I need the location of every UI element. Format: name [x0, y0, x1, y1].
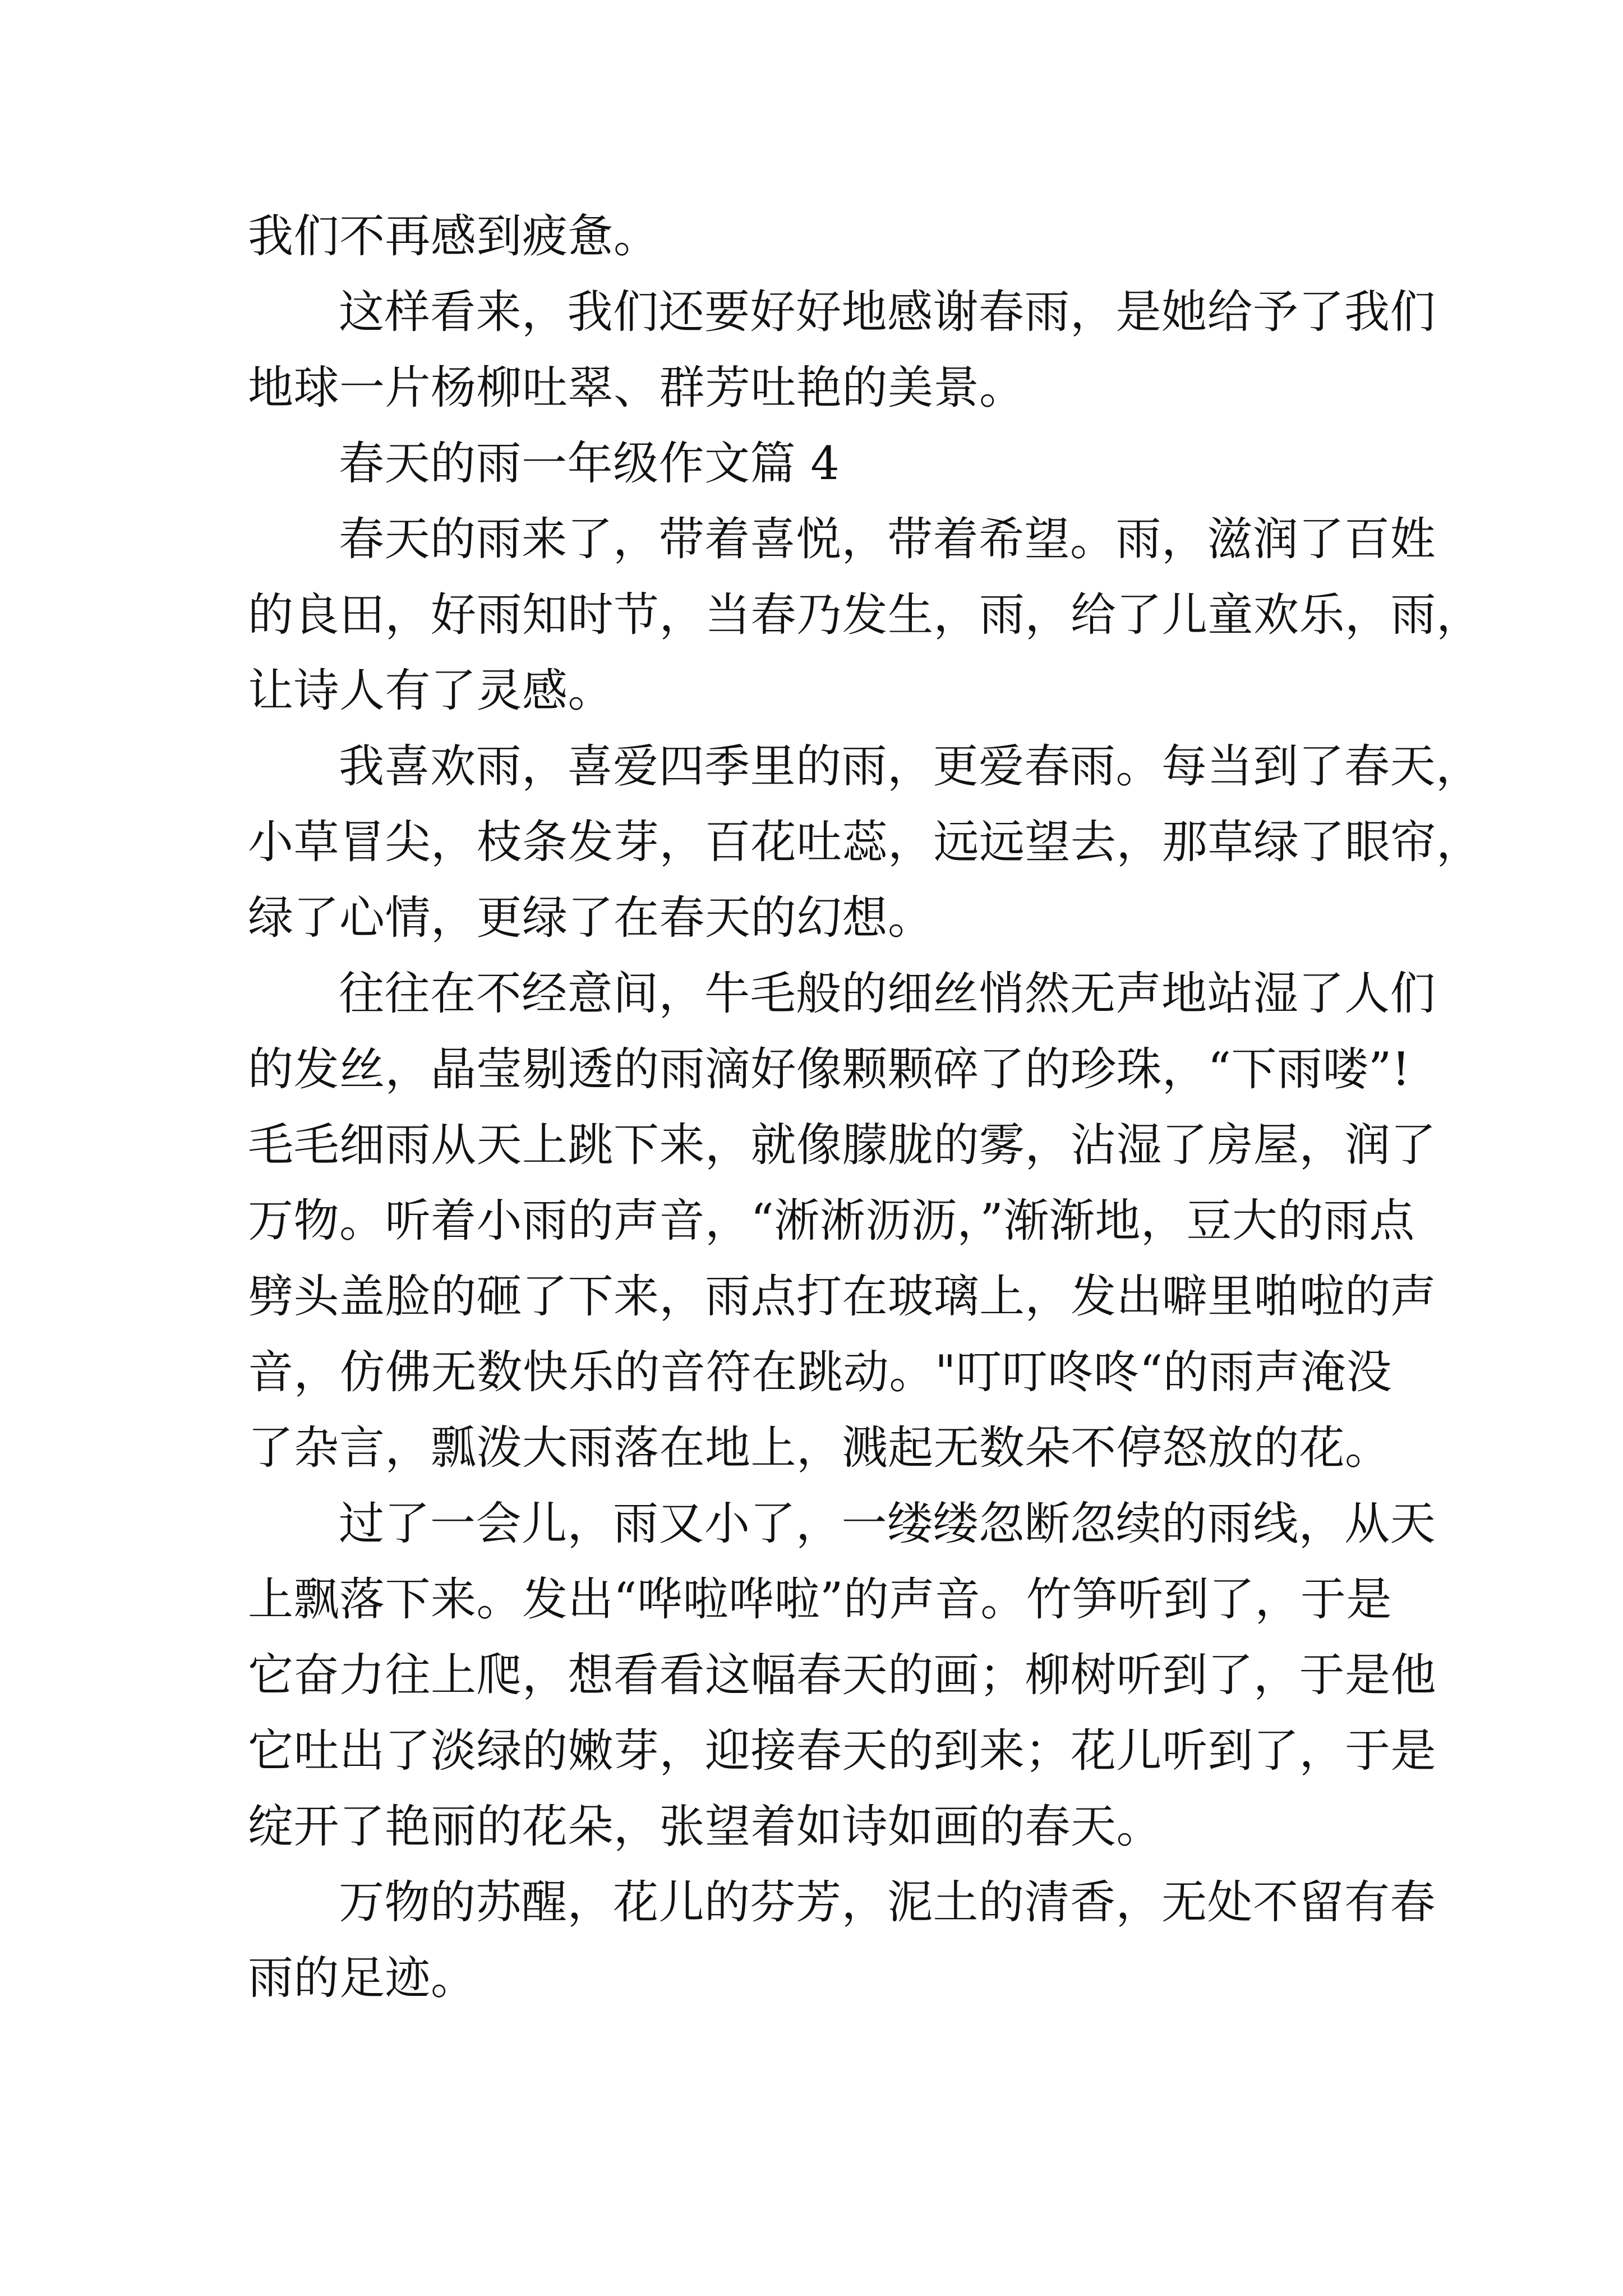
- text-line: 万物的苏醒，花儿的芬芳，泥土的清香，无处不留有春: [339, 1876, 1436, 1929]
- body-text: [248, 199, 1482, 2017]
- text-line: 它吐出了淡绿的嫩芽，迎接春天的到来；花儿听到了，于是: [248, 1725, 1437, 1778]
- text-line: 往往在不经意间，牛毛般的细丝悄然无声地站湿了人们: [339, 968, 1436, 1020]
- text-line: 春天的雨来了，带着喜悦，带着希望。雨，滋润了百姓: [339, 513, 1436, 566]
- text-line: 音，仿佛无数快乐的音符在跳动。"叮叮咚咚“的雨声淹没: [248, 1346, 1392, 1399]
- text-line: 雨的足迹。: [248, 1952, 477, 2005]
- text-line: 我喜欢雨，喜爱四季里的雨，更爱春雨。每当到了春天，: [339, 740, 1482, 793]
- text-line: 毛毛细雨从天上跳下来，就像朦胧的雾，沾湿了房屋，润了: [248, 1119, 1437, 1172]
- text-line: 春天的雨一年级作文篇 4: [339, 438, 840, 490]
- text-line: 小草冒尖，枝条发芽，百花吐蕊，远远望去，那草绿了眼帘，: [248, 816, 1482, 869]
- text-line: 这样看来，我们还要好好地感谢春雨，是她给予了我们: [339, 286, 1436, 339]
- text-line: 万物。听着小雨的声音，“淅淅沥沥，”渐渐地，豆大的雨点: [248, 1195, 1415, 1248]
- text-line: 让诗人有了灵感。: [248, 665, 614, 717]
- text-line: 我们不再感到疲惫。: [248, 210, 660, 263]
- text-line: 了杂言，瓢泼大雨落在地上，溅起无数朵不停怒放的花。: [248, 1422, 1391, 1475]
- text-line: 地球一片杨柳吐翠、群芳吐艳的美景。: [248, 362, 1025, 415]
- text-line: 它奋力往上爬，想看看这幅春天的画；柳树听到了，于是他: [248, 1649, 1437, 1702]
- text-line: 过了一会儿，雨又小了，一缕缕忽断忽续的雨线，从天: [339, 1498, 1436, 1550]
- text-line: 的良田，好雨知时节，当春乃发生，雨，给了儿童欢乐，雨，: [248, 589, 1482, 642]
- text-line: 绽开了艳丽的花朵，张望着如诗如画的春天。: [248, 1801, 1163, 1853]
- text-line: 劈头盖脸的砸了下来，雨点打在玻璃上，发出噼里啪啦的声: [248, 1271, 1437, 1323]
- text-line: 上飘落下来。发出“哗啦哗啦”的声音。竹笋听到了，于是: [248, 1573, 1392, 1626]
- text-line: 的发丝，晶莹剔透的雨滴好像颗颗碎了的珍珠，“下雨喽”!: [248, 1043, 1410, 1096]
- text-line: 绿了心情，更绿了在春天的幻想。: [248, 892, 934, 945]
